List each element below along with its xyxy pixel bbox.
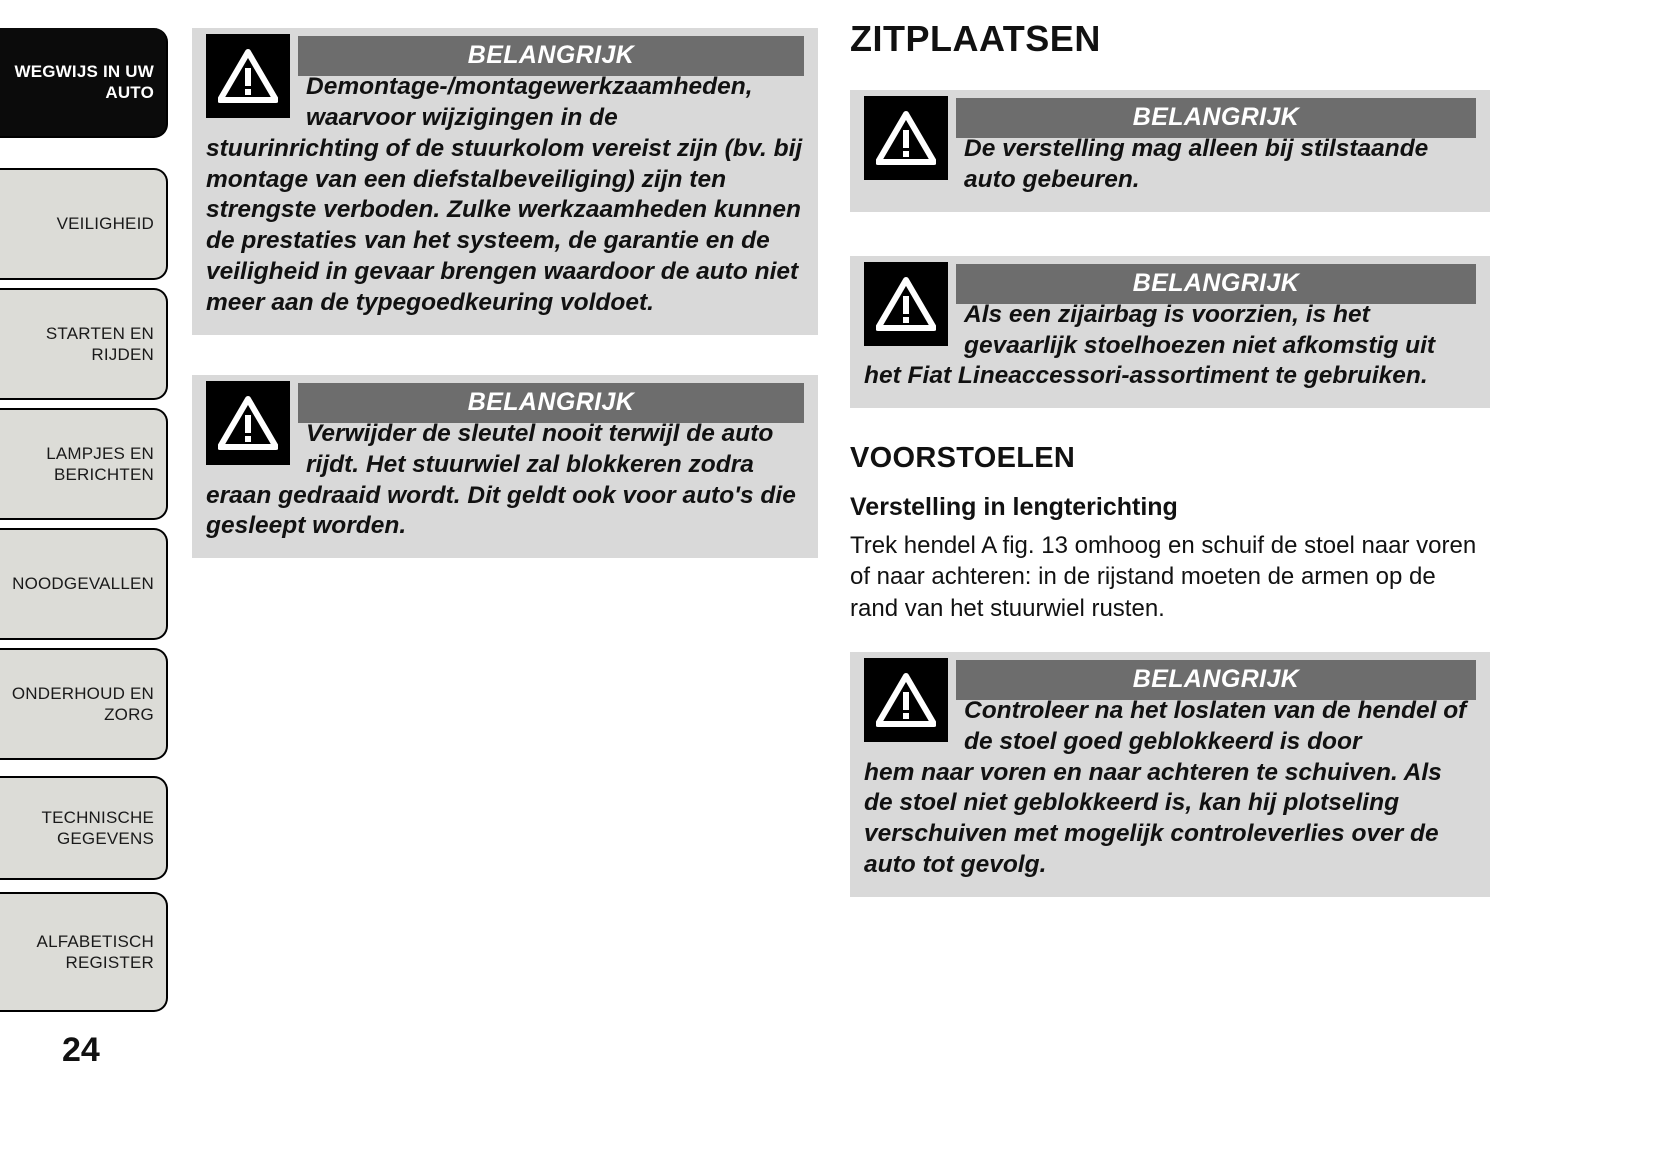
sidebar-item-label: LAMPJES EN [46,443,154,463]
sidebar-item-onderhoud-en-zorg[interactable] [0,648,168,760]
warning-triangle-icon [864,96,948,180]
sidebar-item-wegwijs-in-uw-auto[interactable] [0,28,168,138]
warning-box [192,28,818,335]
warning-triangle-icon [206,381,290,465]
sidebar-item-label: ONDERHOUD EN [11,683,154,703]
warning-triangle-icon [864,658,948,742]
warning-title: BELANGRIJK [956,660,1476,700]
warning-text-indent: Controleer na het loslaten van de hendel of de stoel goed geblokkeerd is door [964,696,1467,755]
sidebar [0,0,168,1165]
warning-title: BELANGRIJK [956,264,1476,304]
warning-box [850,90,1490,212]
warning-text-rest: hem naar voren en naar achteren te schuiven. Als de stoel niet geblokkeerd is, kan hij plotseling verschuiven met mogelijk controleverlies over de auto tot gevolg. [864,758,1442,879]
warning-title: BELANGRIJK [298,36,804,76]
warning-triangle-icon [206,34,290,118]
sidebar-item-technische-gegevens[interactable] [0,776,168,880]
body-paragraph: Trek hendel A fig. 13 omhoog en schuif de stoel naar voren of naar achteren: in de rijstand moeten de armen op de rand van het stuurwiel rusten. [850,532,1477,622]
sidebar-item-starten-en-rijden[interactable] [0,288,168,400]
warning-box [850,256,1490,409]
warning-text-indent: Als een zijairbag is voorzien, is het gevaarlijk stoelhoezen niet afkomstig uit [964,300,1436,359]
sidebar-item-alfabetisch-register[interactable] [0,892,168,1012]
sidebar-item-label: TECHNISCHE [41,807,154,827]
warning-box [192,375,818,558]
warning-text-rest: eraan gedraaid wordt. Dit geldt ook voor auto's die gesleept worden. [206,481,796,540]
warning-text-indent: Verwijder de sleutel nooit terwijl de auto rijdt. Het stuurwiel zal blokkeren zodra [306,419,774,478]
sidebar-item-label: NOODGEVALLEN [12,574,154,594]
warning-text-indent: De verstelling mag alleen bij stilstaande auto gebeuren. [964,135,1429,193]
warning-text-indent: Demontage-/montagewerkzaamheden, waarvoor wijzigingen in de [306,73,753,131]
left-column [192,28,818,592]
sidebar-item-label: BERICHTEN [53,465,154,484]
sidebar-item-label: STARTEN EN RIJDEN [45,323,154,364]
sidebar-item-label: REGISTER [65,953,154,972]
warning-box [850,652,1490,897]
sidebar-item-label: GEGEVENS [56,829,154,848]
warning-text-rest: het Fiat Lineaccessori-assortiment te gebruiken. [864,362,1428,390]
sidebar-item-label: VEILIGHEID [56,214,154,234]
right-column [850,18,1490,931]
warning-title: BELANGRIJK [298,383,804,423]
sidebar-item-label: ZORG [104,705,154,724]
warning-title: BELANGRIJK [956,98,1476,138]
sidebar-item-veiligheid[interactable] [0,168,168,280]
sidebar-item-label: AUTO [105,83,154,102]
page-number: 24 [62,1031,100,1069]
warning-triangle-icon [864,262,948,346]
sidebar-item-noodgevallen[interactable] [0,528,168,640]
sidebar-item-lampjes-en-berichten[interactable] [0,408,168,520]
sidebar-item-label: WEGWIJS IN UW [14,61,154,81]
warning-text-rest: stuurinrichting of de stuurkolom vereist zijn (bv. bij montage van een diefstalbeveiliging) zijn ten strengste verboden. Zulke werkzaamheden kunnen de prestaties van het systeem, de garantie en de veiligheid in gevaar brengen waardoor de auto niet meer aan de typegoedkeuring voldoet. [206,134,803,317]
subsubsection-title: Verstelling in lengterichting [850,493,1178,522]
page-title: ZITPLAATSEN [850,18,1101,59]
sidebar-item-label: ALFABETISCH [36,931,154,951]
subsection-title: VOORSTOELEN [850,442,1076,475]
